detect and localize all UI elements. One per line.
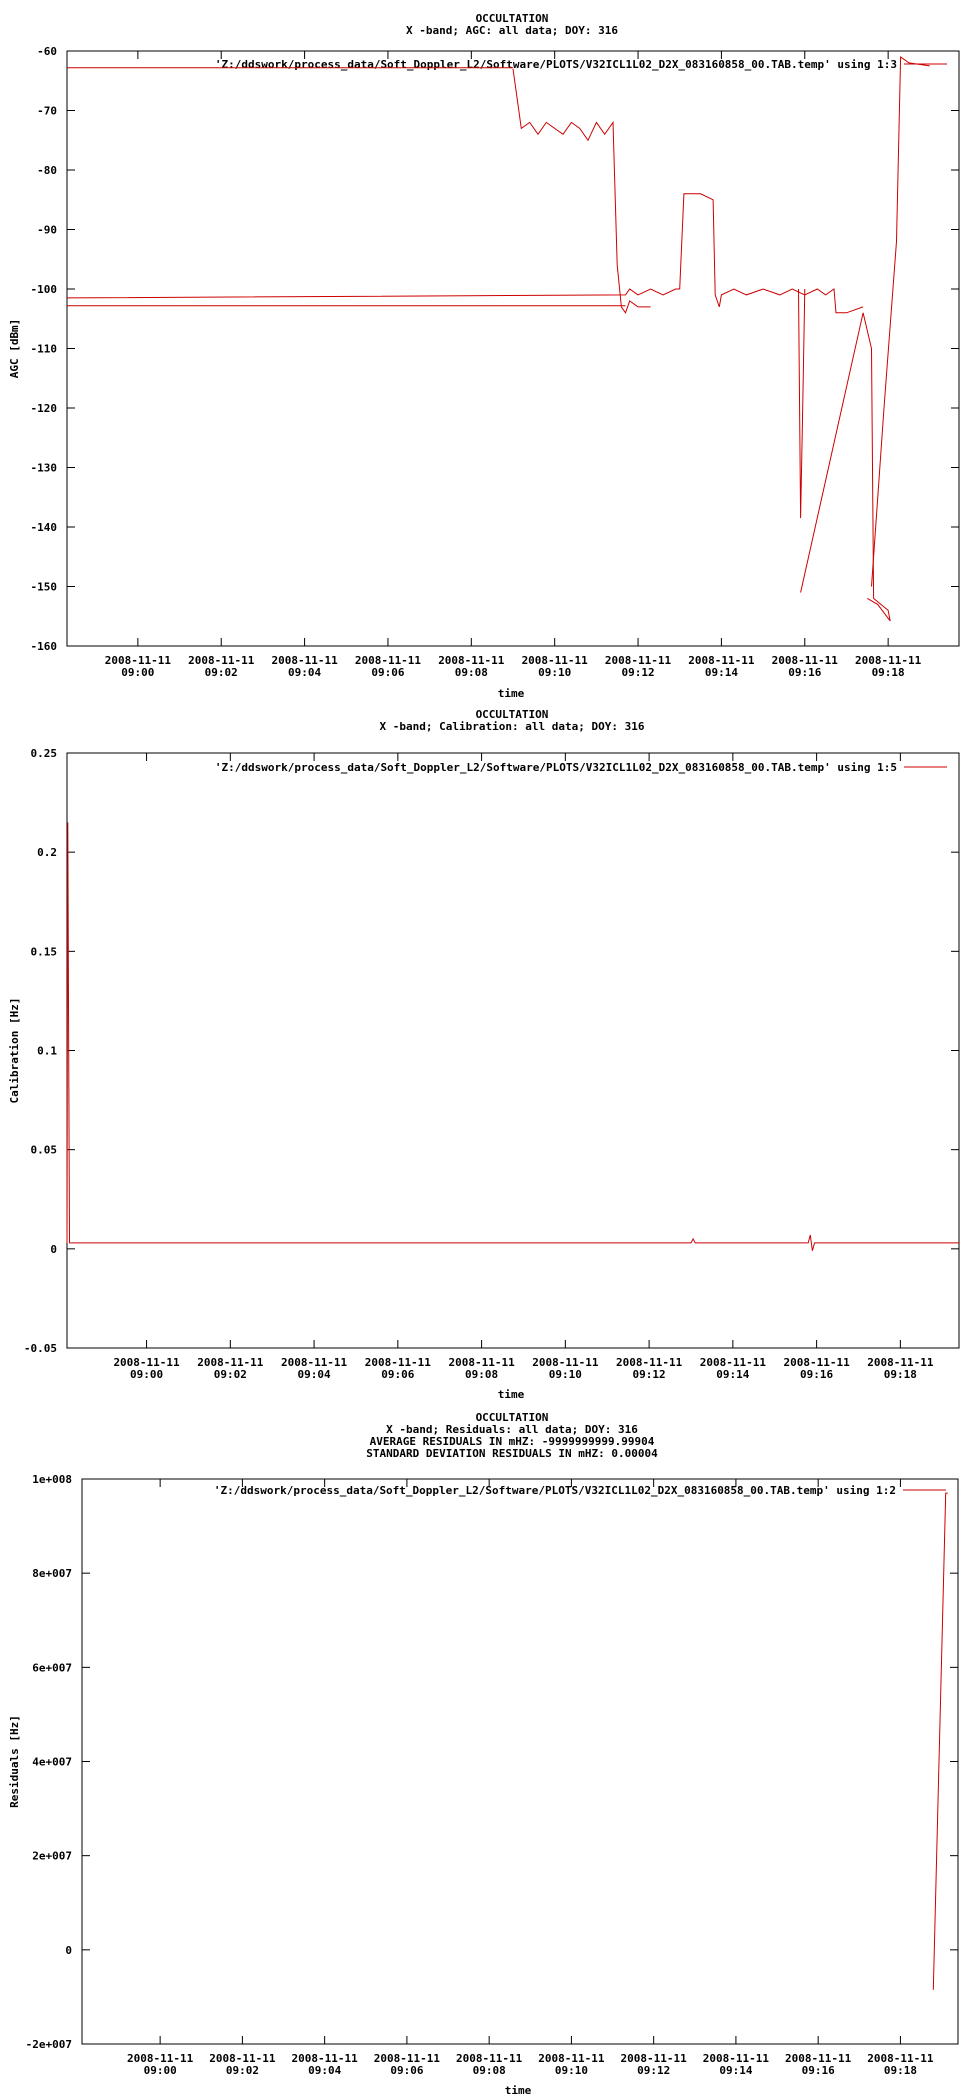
y-tick-label: -60 xyxy=(37,45,57,58)
series-line-middle-state xyxy=(67,194,863,313)
y-tick-label: -80 xyxy=(37,164,57,177)
chart-subtitle: X -band; Residuals: all data; DOY: 316 xyxy=(386,1423,638,1436)
chart-annotation: STANDARD DEVIATION RESIDUALS IN mHZ: 0.00004 xyxy=(366,1447,658,1460)
x-tick-label-time: 09:16 xyxy=(801,2064,835,2077)
x-tick-label-time: 09:04 xyxy=(308,2064,342,2077)
series-line-high-state xyxy=(513,69,651,313)
series-line-deep-fade xyxy=(801,313,891,621)
x-tick-label-time: 09:14 xyxy=(716,1368,750,1381)
y-tick-label: 0.15 xyxy=(30,945,57,959)
y-axis-label: Residuals [Hz] xyxy=(8,1715,21,1808)
chart-panel-3 xyxy=(8,1411,958,2097)
x-tick-label-date: 2008-11-11 xyxy=(783,1356,850,1369)
y-tick-label: -120 xyxy=(30,402,57,415)
x-tick-label-date: 2008-11-11 xyxy=(620,2052,687,2065)
x-tick-label-date: 2008-11-11 xyxy=(373,2052,441,2065)
x-tick-label-date: 2008-11-11 xyxy=(448,1356,515,1369)
y-tick-label: -130 xyxy=(30,461,57,475)
y-tick-label: 1e+008 xyxy=(32,1473,72,1486)
x-tick-label-time: 09:18 xyxy=(883,1368,917,1381)
x-tick-label-date: 2008-11-11 xyxy=(615,1356,683,1369)
chart-panel-1 xyxy=(8,12,959,700)
y-tick-label: 0.25 xyxy=(30,747,57,760)
chart-annotation: AVERAGE RESIDUALS IN mHZ: -9999999999.99904 xyxy=(369,1435,655,1448)
x-tick-label-time: 09:06 xyxy=(381,1368,415,1381)
x-tick-label-date: 2008-11-11 xyxy=(604,654,672,667)
chart-panel-2 xyxy=(8,708,959,1401)
x-tick-label-time: 09:00 xyxy=(143,2064,177,2077)
x-tick-label-date: 2008-11-11 xyxy=(521,654,588,667)
x-tick-label-date: 2008-11-11 xyxy=(113,1356,180,1369)
legend-label: 'Z:/ddswork/process_data/Soft_Doppler_L2/Software/PLOTS/V32ICL1L02_D2X_083160858_00.TAB.temp' using 1:2 xyxy=(213,1484,896,1497)
x-tick-label-date: 2008-11-11 xyxy=(702,2052,770,2065)
x-tick-label-time: 09:02 xyxy=(225,2064,259,2077)
y-tick-label: 4e+007 xyxy=(32,1755,72,1769)
x-tick-label-date: 2008-11-11 xyxy=(438,654,505,667)
x-axis-label: time xyxy=(504,2084,532,2097)
x-tick-label-date: 2008-11-11 xyxy=(785,2052,852,2065)
y-tick-label: 0 xyxy=(50,1242,57,1256)
y-tick-label: -0.05 xyxy=(23,1342,57,1355)
chart-subtitle: X -band; Calibration: all data; DOY: 316 xyxy=(379,720,645,733)
x-tick-label-time: 09:00 xyxy=(130,1368,164,1381)
x-tick-label-time: 09:02 xyxy=(213,1368,247,1381)
x-tick-label-date: 2008-11-11 xyxy=(456,2052,523,2065)
x-tick-label-date: 2008-11-11 xyxy=(771,654,838,667)
y-tick-label: -100 xyxy=(30,283,57,296)
x-tick-label-time: 09:02 xyxy=(204,666,238,679)
x-tick-label-date: 2008-11-11 xyxy=(271,654,338,667)
x-tick-label-time: 09:06 xyxy=(390,2064,424,2077)
x-tick-label-date: 2008-11-11 xyxy=(699,1356,766,1369)
x-tick-label-date: 2008-11-11 xyxy=(291,2052,358,2065)
x-tick-label-time: 09:04 xyxy=(288,666,322,679)
series-line-initial-spike xyxy=(67,822,71,1243)
x-tick-label-time: 09:14 xyxy=(719,2064,753,2077)
series-line-dropout-spike xyxy=(799,289,805,518)
chart-subtitle: X -band; AGC: all data; DOY: 316 xyxy=(406,24,618,37)
x-tick-label-time: 09:08 xyxy=(472,2064,506,2077)
y-axis-label: Calibration [Hz] xyxy=(8,997,21,1104)
y-tick-label: -150 xyxy=(30,580,57,594)
chart-title: OCCULTATION xyxy=(475,12,549,25)
x-tick-label-time: 09:16 xyxy=(788,666,822,679)
x-tick-label-date: 2008-11-11 xyxy=(855,654,922,667)
x-tick-label-date: 2008-11-11 xyxy=(364,1356,431,1369)
x-tick-label-date: 2008-11-11 xyxy=(532,1356,599,1369)
y-tick-label: -160 xyxy=(30,640,57,653)
x-tick-label-date: 2008-11-11 xyxy=(867,1356,934,1369)
x-tick-label-date: 2008-11-11 xyxy=(354,654,422,667)
y-tick-label: 0 xyxy=(65,1943,72,1957)
plot-frame xyxy=(67,753,959,1348)
plot-frame xyxy=(82,1479,958,2044)
x-tick-label-date: 2008-11-11 xyxy=(538,2052,605,2065)
plot-frame xyxy=(67,51,959,646)
x-tick-label-time: 09:04 xyxy=(297,1368,331,1381)
legend-label: 'Z:/ddswork/process_data/Soft_Doppler_L2/Software/PLOTS/V32ICL1L02_D2X_083160858_00.TAB.temp' using 1:3 xyxy=(214,58,897,71)
series-line-recovery xyxy=(872,57,930,587)
x-axis-label: time xyxy=(497,687,525,700)
y-tick-label: 0.1 xyxy=(37,1044,57,1058)
series-line-calibration xyxy=(71,1235,959,1251)
x-tick-label-time: 09:10 xyxy=(554,2064,588,2077)
y-tick-label: -140 xyxy=(30,521,57,534)
y-tick-label: 0.05 xyxy=(30,1143,57,1157)
x-tick-label-time: 09:06 xyxy=(371,666,405,679)
x-tick-label-time: 09:14 xyxy=(704,666,738,679)
y-tick-label: -70 xyxy=(37,104,57,118)
x-tick-label-time: 09:08 xyxy=(454,666,488,679)
x-tick-label-date: 2008-11-11 xyxy=(197,1356,264,1369)
y-tick-label: 6e+007 xyxy=(32,1661,72,1675)
x-tick-label-time: 09:12 xyxy=(632,1368,666,1381)
x-tick-label-date: 2008-11-11 xyxy=(188,654,255,667)
x-tick-label-date: 2008-11-11 xyxy=(688,654,755,667)
chart-title: OCCULTATION xyxy=(475,1411,549,1424)
series-line-residuals xyxy=(933,1493,947,1990)
x-tick-label-date: 2008-11-11 xyxy=(280,1356,348,1369)
x-tick-label-time: 09:10 xyxy=(548,1368,582,1381)
y-tick-label: -2e+007 xyxy=(25,2038,72,2051)
y-tick-label: 8e+007 xyxy=(32,1567,72,1581)
x-tick-label-date: 2008-11-11 xyxy=(209,2052,276,2065)
x-tick-label-time: 09:10 xyxy=(538,666,572,679)
x-tick-label-time: 09:08 xyxy=(465,1368,499,1381)
y-tick-label: -90 xyxy=(37,223,57,237)
x-tick-label-date: 2008-11-11 xyxy=(867,2052,934,2065)
y-axis-label: AGC [dBm] xyxy=(8,318,21,379)
x-tick-label-time: 09:16 xyxy=(800,1368,834,1381)
chart-title: OCCULTATION xyxy=(475,708,549,721)
x-tick-label-time: 09:12 xyxy=(637,2064,671,2077)
x-tick-label-date: 2008-11-11 xyxy=(127,2052,194,2065)
x-tick-label-time: 09:18 xyxy=(883,2064,917,2077)
x-axis-label: time xyxy=(497,1388,525,1401)
y-tick-label: -110 xyxy=(30,342,57,356)
x-tick-label-time: 09:12 xyxy=(621,666,655,679)
x-tick-label-time: 09:00 xyxy=(121,666,155,679)
legend-label: 'Z:/ddswork/process_data/Soft_Doppler_L2/Software/PLOTS/V32ICL1L02_D2X_083160858_00.TAB.temp' using 1:5 xyxy=(214,761,897,774)
x-tick-label-time: 09:18 xyxy=(871,666,905,679)
y-tick-label: 2e+007 xyxy=(32,1849,72,1863)
y-tick-label: 0.2 xyxy=(37,846,57,860)
x-tick-label-date: 2008-11-11 xyxy=(104,654,171,667)
